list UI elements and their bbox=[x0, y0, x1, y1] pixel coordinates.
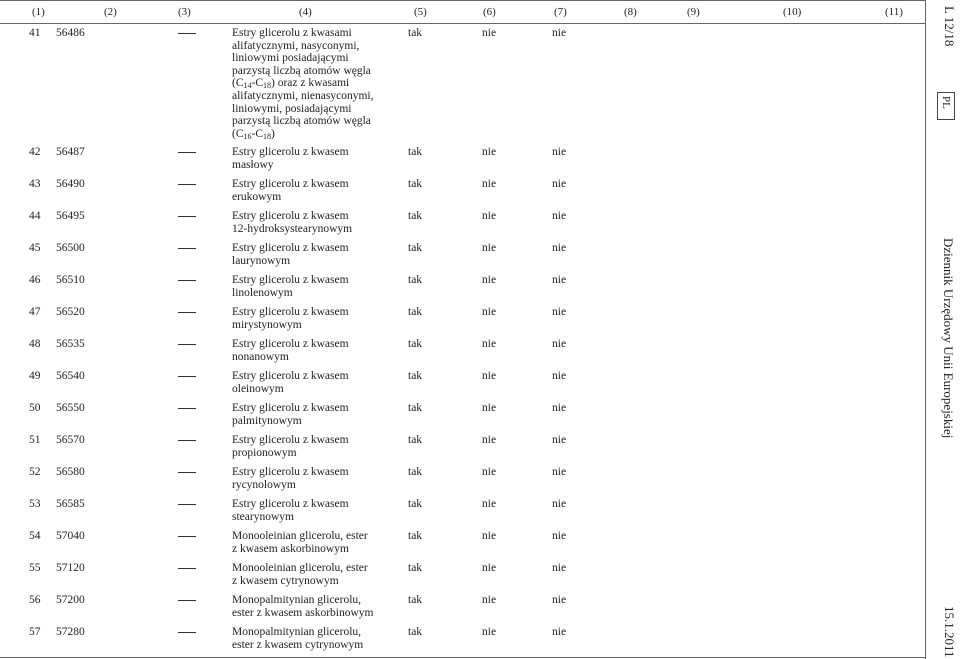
col7-value: nie bbox=[552, 530, 567, 542]
col7-value: nie bbox=[552, 146, 567, 158]
dash-mark bbox=[178, 536, 196, 537]
col6-value: nie bbox=[482, 146, 497, 158]
substance-name: Estry glicerolu z kwasem linolenowym bbox=[232, 274, 349, 299]
substance-name: Estry glicerolu z kwasem erukowym bbox=[232, 178, 349, 203]
row-code: 56570 bbox=[56, 434, 85, 446]
col7-value: nie bbox=[552, 402, 567, 414]
dash-mark bbox=[178, 472, 196, 473]
col7-value: nie bbox=[552, 306, 567, 318]
col6-value: nie bbox=[482, 434, 497, 446]
col5-value: tak bbox=[408, 626, 423, 638]
header-bottom-border bbox=[0, 23, 925, 24]
row-code: 56495 bbox=[56, 210, 85, 222]
row-code: 57280 bbox=[56, 626, 85, 638]
col7-value: nie bbox=[552, 498, 567, 510]
col5-value: tak bbox=[408, 530, 423, 542]
header-col-6: (6) bbox=[483, 6, 496, 18]
row-code: 56550 bbox=[56, 402, 85, 414]
language-badge: PL bbox=[937, 92, 955, 120]
substance-name: Monopalmitynian glicerolu, ester z kwasem cytrynowym bbox=[232, 626, 364, 651]
row-number: 54 bbox=[29, 530, 41, 542]
col6-value: nie bbox=[482, 242, 497, 254]
col5-value: tak bbox=[408, 306, 423, 318]
row-number: 43 bbox=[29, 178, 41, 190]
substance-name: Estry glicerolu z kwasem rycynolowym bbox=[232, 466, 349, 491]
publication-date: 15.1.2011 bbox=[942, 606, 957, 658]
row-number: 51 bbox=[29, 434, 41, 446]
col6-value: nie bbox=[482, 466, 497, 478]
header-col-1: (1) bbox=[32, 6, 45, 18]
col5-value: tak bbox=[408, 434, 423, 446]
table-top-border bbox=[0, 0, 925, 1]
col7-value: nie bbox=[552, 594, 567, 606]
substance-name: Estry glicerolu z kwasem masłowy bbox=[232, 146, 349, 171]
col6-value: nie bbox=[482, 402, 497, 414]
col6-value: nie bbox=[482, 338, 497, 350]
row-number: 55 bbox=[29, 562, 41, 574]
row-number: 46 bbox=[29, 274, 41, 286]
substance-name: Estry glicerolu z kwasem mirystynowym bbox=[232, 306, 349, 331]
col7-value: nie bbox=[552, 466, 567, 478]
col6-value: nie bbox=[482, 178, 497, 190]
row-code: 56510 bbox=[56, 274, 85, 286]
dash-mark bbox=[178, 184, 196, 185]
col6-value: nie bbox=[482, 306, 497, 318]
col5-value: tak bbox=[408, 338, 423, 350]
dash-mark bbox=[178, 504, 196, 505]
row-code: 56580 bbox=[56, 466, 85, 478]
substance-name: Estry glicerolu z kwasem propionowym bbox=[232, 434, 349, 459]
substance-name: Estry glicerolu z kwasami alifatycznymi, nasyconymi, liniowymi posiadającymi parzystą liczbą atomów węgla $(C_{14}-C_{18})$ oraz z kwasami alifatycznymi, nienasyconymi, liniowymi, posiadającymi parzystą liczbą atomów węgla $(C_{16}-C_{18})$ bbox=[232, 27, 374, 141]
col6-value: nie bbox=[482, 626, 497, 638]
dash-mark bbox=[178, 600, 196, 601]
row-number: 57 bbox=[29, 626, 41, 638]
col5-value: tak bbox=[408, 210, 423, 222]
row-code: 56486 bbox=[56, 27, 85, 39]
col6-value: nie bbox=[482, 594, 497, 606]
col7-value: nie bbox=[552, 178, 567, 190]
row-number: 41 bbox=[29, 27, 41, 39]
row-number: 45 bbox=[29, 242, 41, 254]
col7-value: nie bbox=[552, 242, 567, 254]
col6-value: nie bbox=[482, 274, 497, 286]
col5-value: tak bbox=[408, 27, 423, 39]
row-code: 56535 bbox=[56, 338, 85, 350]
header-col-5: (5) bbox=[414, 6, 427, 18]
row-number: 44 bbox=[29, 210, 41, 222]
col5-value: tak bbox=[408, 594, 423, 606]
header-col-2: (2) bbox=[104, 6, 117, 18]
col6-value: nie bbox=[482, 562, 497, 574]
col6-value: nie bbox=[482, 210, 497, 222]
header-col-8: (8) bbox=[624, 6, 637, 18]
col6-value: nie bbox=[482, 530, 497, 542]
row-number: 48 bbox=[29, 338, 41, 350]
header-col-9: (9) bbox=[687, 6, 700, 18]
row-code: 57200 bbox=[56, 594, 85, 606]
dash-mark bbox=[178, 344, 196, 345]
row-code: 56585 bbox=[56, 498, 85, 510]
col7-value: nie bbox=[552, 370, 567, 382]
dash-mark bbox=[178, 312, 196, 313]
substance-name: Estry glicerolu z kwasem palmitynowym bbox=[232, 402, 349, 427]
table-right-border bbox=[925, 0, 926, 659]
row-number: 56 bbox=[29, 594, 41, 606]
row-code: 57120 bbox=[56, 562, 85, 574]
col5-value: tak bbox=[408, 370, 423, 382]
row-number: 49 bbox=[29, 370, 41, 382]
dash-mark bbox=[178, 216, 196, 217]
row-code: 56520 bbox=[56, 306, 85, 318]
row-number: 47 bbox=[29, 306, 41, 318]
header-col-10: (10) bbox=[783, 6, 802, 18]
substance-name: Monooleinian glicerolu, ester z kwasem askorbinowym bbox=[232, 530, 368, 555]
issue-number: L 12/18 bbox=[942, 6, 957, 47]
dash-mark bbox=[178, 376, 196, 377]
row-code: 56490 bbox=[56, 178, 85, 190]
col5-value: tak bbox=[408, 498, 423, 510]
substance-name: Estry glicerolu z kwasem nonanowym bbox=[232, 338, 349, 363]
row-code: 56540 bbox=[56, 370, 85, 382]
row-number: 42 bbox=[29, 146, 41, 158]
row-code: 56487 bbox=[56, 146, 85, 158]
col5-value: tak bbox=[408, 562, 423, 574]
dash-mark bbox=[178, 248, 196, 249]
header-col-7: (7) bbox=[554, 6, 567, 18]
substance-name: Monooleinian glicerolu, ester z kwasem cytrynowym bbox=[232, 562, 368, 587]
dash-mark bbox=[178, 280, 196, 281]
substance-name: Estry glicerolu z kwasem oleinowym bbox=[232, 370, 349, 395]
col5-value: tak bbox=[408, 466, 423, 478]
row-code: 57040 bbox=[56, 530, 85, 542]
col6-value: nie bbox=[482, 27, 497, 39]
substance-name: Monopalmitynian glicerolu, ester z kwasem askorbinowym bbox=[232, 594, 374, 619]
row-number: 52 bbox=[29, 466, 41, 478]
table-bottom-border bbox=[0, 657, 925, 658]
col7-value: nie bbox=[552, 27, 567, 39]
col7-value: nie bbox=[552, 338, 567, 350]
col5-value: tak bbox=[408, 402, 423, 414]
col5-value: tak bbox=[408, 242, 423, 254]
col6-value: nie bbox=[482, 498, 497, 510]
dash-mark bbox=[178, 33, 196, 34]
header-col-3: (3) bbox=[178, 6, 191, 18]
col5-value: tak bbox=[408, 146, 423, 158]
journal-title: Dziennik Urzędowy Unii Europejskiej bbox=[941, 238, 956, 439]
substance-name: Estry glicerolu z kwasem 12-hydroksystearynowym bbox=[232, 210, 353, 235]
col6-value: nie bbox=[482, 370, 497, 382]
col7-value: nie bbox=[552, 562, 567, 574]
header-col-11: (11) bbox=[885, 6, 903, 18]
col7-value: nie bbox=[552, 210, 567, 222]
dash-mark bbox=[178, 568, 196, 569]
substance-name: Estry glicerolu z kwasem laurynowym bbox=[232, 242, 349, 267]
dash-mark bbox=[178, 152, 196, 153]
col5-value: tak bbox=[408, 178, 423, 190]
col7-value: nie bbox=[552, 274, 567, 286]
row-number: 50 bbox=[29, 402, 41, 414]
col5-value: tak bbox=[408, 274, 423, 286]
row-code: 56500 bbox=[56, 242, 85, 254]
col7-value: nie bbox=[552, 626, 567, 638]
row-number: 53 bbox=[29, 498, 41, 510]
dash-mark bbox=[178, 440, 196, 441]
col7-value: nie bbox=[552, 434, 567, 446]
header-col-4: (4) bbox=[299, 6, 312, 18]
substance-name: Estry glicerolu z kwasem stearynowym bbox=[232, 498, 349, 523]
dash-mark bbox=[178, 408, 196, 409]
dash-mark bbox=[178, 632, 196, 633]
